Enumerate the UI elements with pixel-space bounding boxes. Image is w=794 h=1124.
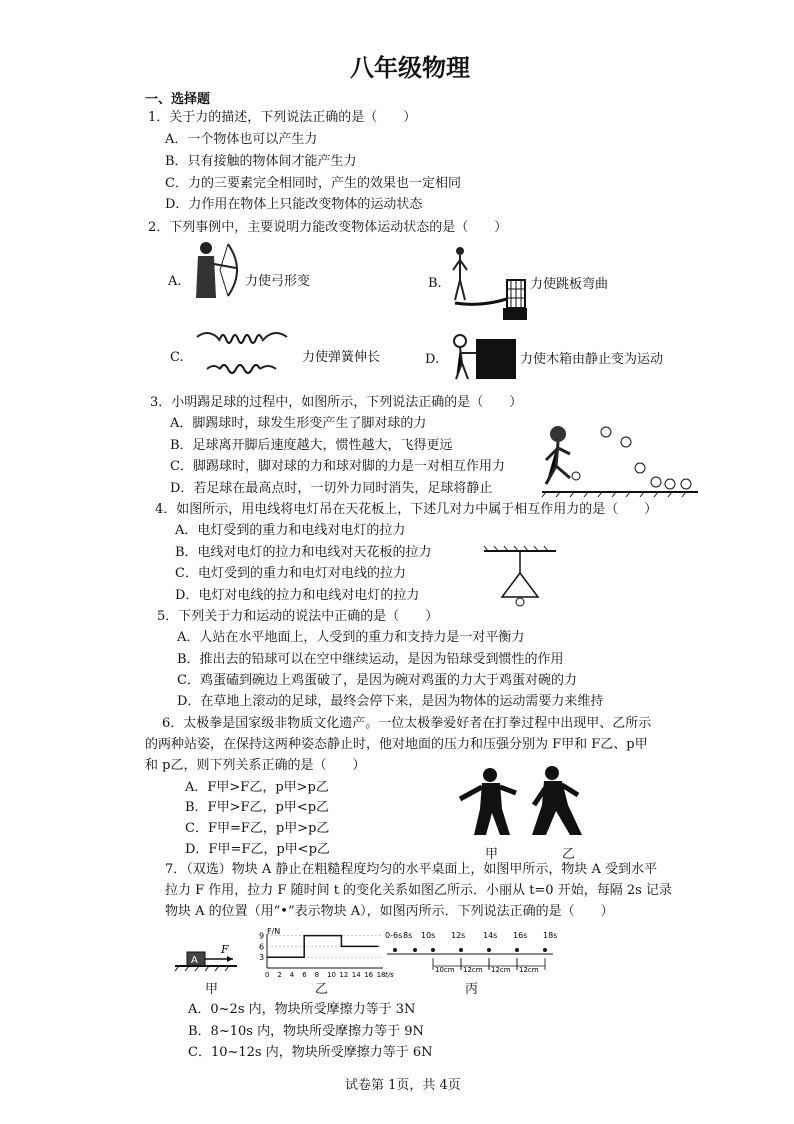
q7-figure-jia (175, 940, 245, 975)
page-footer: 试卷第 1页，共 4页 (345, 1078, 461, 1093)
taiji-poses-figure (450, 765, 610, 843)
position-dot (413, 948, 417, 952)
position-dot (393, 948, 397, 952)
archer-figure (188, 238, 248, 308)
q4-option-c[interactable]: C．电灯受到的重力和电灯对电线的拉力 (175, 566, 406, 581)
q6-option-a[interactable]: A．F甲>F乙，p甲>p乙 (185, 780, 329, 795)
graph-x-tick: 6 (302, 971, 307, 979)
position-dot (543, 948, 547, 952)
q6-line-1: 6．太极拳是国家级非物质文化遗产。一位太极拳爱好者在打拳过程中出现甲、乙所示 (162, 716, 652, 731)
q1-stem: 1．关于力的描述，下列说法正确的是（ ） (148, 110, 417, 125)
q4-option-b[interactable]: B．电线对电灯的拉力和电线对天花板的拉力 (175, 545, 432, 560)
q2-option-a-text: 力使弓形变 (245, 274, 311, 289)
q7-line-2: 拉力 F 作用，拉力 F 随时间 t 的变化关系如图乙所示．小丽从 t=0 开始，每隔 2s 记录 (165, 883, 672, 898)
q1-option-a[interactable]: A．一个物体也可以产生力 (165, 132, 318, 147)
q2-option-a-letter[interactable]: A. (168, 274, 182, 289)
q5-option-a[interactable]: A．人站在水平地面上，人受到的重力和支持力是一对平衡力 (177, 630, 525, 645)
force-label: F (221, 943, 229, 956)
block-label: A (191, 955, 198, 966)
q6-figure-caption-left: 甲 (485, 847, 499, 862)
graph-x-tick: 8 (314, 971, 320, 979)
graph-x-tick: 18 (376, 971, 386, 979)
graph-x-tick: 4 (289, 971, 295, 979)
q3-option-a[interactable]: A．脚踢球时，球发生形变产生了脚对球的力 (170, 416, 427, 431)
q6-line-3: 和 p乙，则下列关系正确的是（ ） (145, 758, 366, 773)
q7-option-a[interactable]: A．0~2s 内，物块所受摩擦力等于 3N (188, 1002, 416, 1017)
position-time-label: 8s (403, 931, 413, 940)
position-time-label: 12s (451, 931, 466, 940)
graph-x-tick: 12 (339, 971, 349, 979)
q7-option-b[interactable]: B．8~10s 内，物块所受摩擦力等于 9N (188, 1024, 424, 1039)
distance-label: 12cm (463, 966, 483, 974)
q6-option-c[interactable]: C．F甲=F乙，p甲>p乙 (185, 821, 330, 836)
q1-option-c[interactable]: C．力的三要素完全相同时，产生的效果也一定相同 (165, 176, 461, 191)
graph-x-tick: 16 (364, 971, 374, 979)
q5-option-c[interactable]: C．鸡蛋磕到碗边上鸡蛋破了，是因为碗对鸡蛋的力大于鸡蛋对碗的力 (177, 673, 577, 688)
q5-option-b[interactable]: B．推出去的铅球可以在空中继续运动，是因为铅球受到惯性的作用 (177, 652, 564, 667)
q7-figure-yi-caption: 乙 (315, 982, 329, 997)
q4-option-a[interactable]: A．电灯受到的重力和电线对电灯的拉力 (175, 523, 406, 538)
graph-y-tick: 3 (259, 953, 265, 963)
q3-option-c[interactable]: C．脚踢球时，脚对球的力和球对脚的力是一对相互作用力 (170, 459, 505, 474)
q4-stem: 4．如图所示，用电线将电灯吊在天花板上，下述几对力中属于相互作用力的是（ ） (155, 502, 658, 517)
q7-figure-jia-caption: 甲 (205, 982, 219, 997)
distance-label: 10cm (435, 966, 455, 974)
section-heading: 一、选择题 (145, 92, 211, 107)
q7-option-c[interactable]: C．10~12s 内，物块所受摩擦力等于 6N (188, 1045, 433, 1060)
graph-x-label: t/s (385, 971, 394, 979)
position-time-label: 10s (421, 931, 436, 940)
q1-option-d[interactable]: D．力作用在物体上只能改变物体的运动状态 (165, 197, 423, 212)
graph-y-tick: 9 (259, 931, 265, 941)
q2-option-b-letter[interactable]: B. (428, 276, 442, 291)
q6-line-2: 的两种站姿，在保持这两种姿态静止时，他对地面的压力和压强分别为 F甲和 F乙、p甲 (145, 737, 648, 752)
q2-option-b-text: 力使跳板弯曲 (530, 277, 609, 292)
graph-x-tick: 2 (277, 971, 282, 979)
page-title: 八年级物理 (350, 54, 470, 82)
q2-option-d-text: 力使木箱由静止变为运动 (520, 352, 664, 367)
q4-option-d[interactable]: D．电灯对电线的拉力和电线对电灯的拉力 (175, 588, 420, 603)
q6-option-b[interactable]: B．F甲>F乙，p甲<p乙 (185, 800, 330, 815)
position-dot (431, 948, 435, 952)
graph-y-label: F/N (267, 927, 281, 936)
diving-board-figure (445, 245, 535, 325)
position-time-label: 16s (513, 931, 528, 940)
q7-line-3: 物块 A 的位置（用“•”表示物块 A），如图丙所示．下列说法正确的是（ ） (165, 904, 614, 919)
spring-figure (192, 327, 292, 385)
distance-label: 12cm (491, 966, 511, 974)
q7-position-figure (385, 928, 558, 980)
position-dot (459, 948, 463, 952)
q6-option-d[interactable]: D．F甲=F乙，p甲<p乙 (185, 842, 330, 857)
graph-x-tick: 0 (265, 971, 270, 979)
graph-y-tick: 6 (259, 942, 265, 952)
box-push-figure (450, 333, 520, 383)
q6-figure-caption-right: 乙 (562, 847, 576, 862)
q5-option-d[interactable]: D．在草地上滚动的足球，最终会停下来，是因为物体的运动需要力来维持 (177, 694, 604, 709)
position-time-label: 18s (543, 931, 558, 940)
q1-option-b[interactable]: B．只有接触的物体间才能产生力 (165, 154, 357, 169)
graph-x-tick: 14 (351, 971, 361, 979)
position-dot (515, 948, 519, 952)
position-time-label: 0-6s (385, 931, 403, 940)
q3-option-d[interactable]: D．若足球在最高点时，一切外力同时消失，足球将静止 (170, 481, 493, 496)
hanging-lamp-figure (480, 545, 560, 610)
football-kick-figure (540, 420, 700, 498)
q2-stem: 2．下列事例中，主要说明力能改变物体运动状态的是（ ） (148, 220, 508, 235)
q2-option-c-letter[interactable]: C. (170, 350, 184, 365)
graph-x-tick: 10 (327, 971, 336, 979)
q7-line-1: 7．（双选）物块 A 静止在粗糙程度均匀的水平桌面上，如图甲所示，物块 A 受到水平 (165, 862, 658, 877)
q3-stem: 3．小明踢足球的过程中，如图所示，下列说法正确的是（ ） (150, 395, 523, 410)
q2-option-c-text: 力使弹簧伸长 (302, 350, 381, 365)
position-time-label: 14s (483, 931, 498, 940)
distance-label: 12cm (519, 966, 539, 974)
q5-stem: 5．下列关于力和运动的说法中正确的是（ ） (157, 609, 439, 624)
q3-option-b[interactable]: B．足球离开脚后速度越大，惯性越大，飞得更远 (170, 438, 453, 453)
q2-option-d-letter[interactable]: D. (425, 352, 440, 367)
position-dot (487, 948, 491, 952)
q7-figure-bing-caption: 丙 (465, 982, 479, 997)
